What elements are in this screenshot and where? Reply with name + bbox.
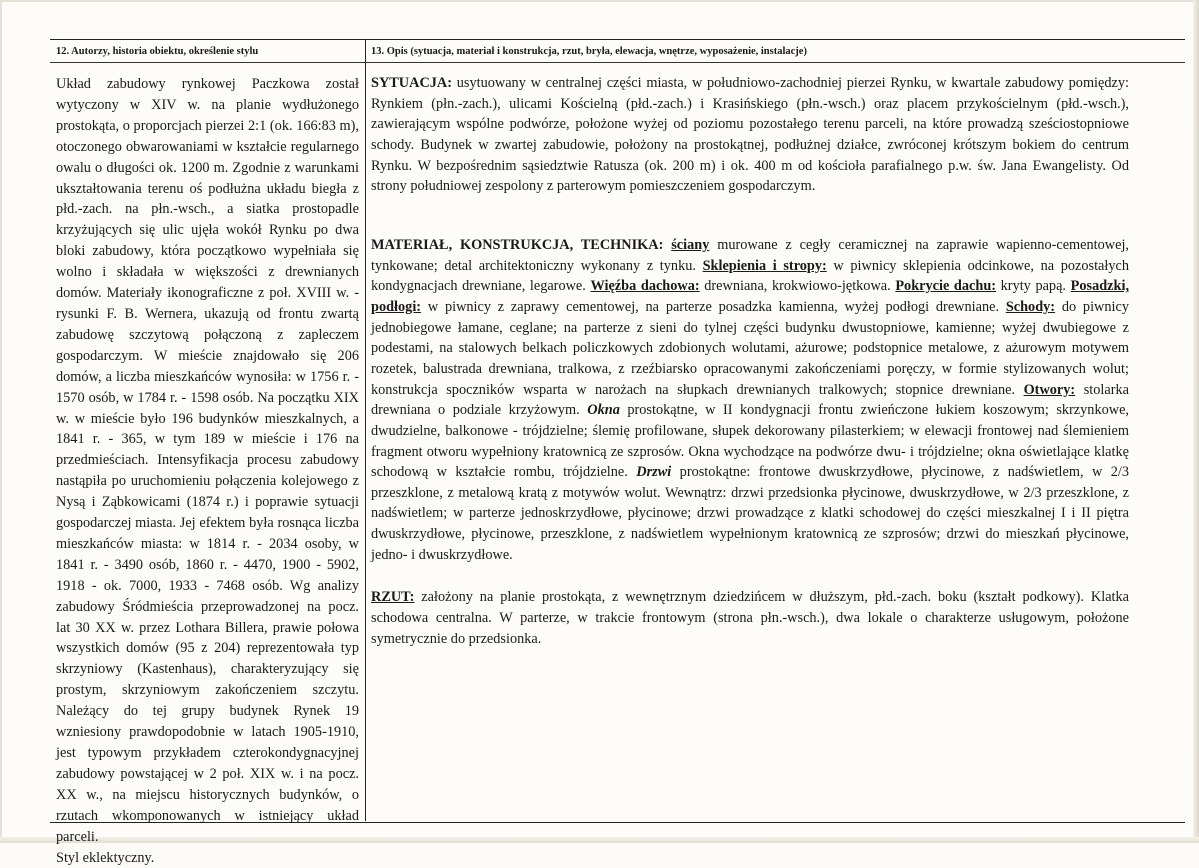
roofing-label: Pokrycie dachu: <box>895 278 997 295</box>
history-paragraph: Układ zabudowy rynkowej Paczkowa został wytyczony w XIV w. na planie wydłużonego prostokąta, o proporcjach pierzei 2:1 (ok. 166:83 m), otoczonego obwarowaniami w kształcie regularnego owalu o długości ok. 1200 m. Zgodnie z warunkami ukształtowania terenu oś podłużna układu biegła z płd.-zach. na płn.-wsch., a siatka prostopadle krzyżujących się ulic ujęła wokół Rynku po dwa bloki zabudowy, która początkowo wypełniała się wolno i składała w większości z drewnianych domów. Materiały ikonograficzne z poł. XVIII w. - rysunki F. B. Wernera, ukazują od frontu zwartą zabudowę szczytową połączoną z zapleczem gospodarczym. W mieście znajdowało się 206 domów, a liczba mieszkańców wynosiła: w 1756 r. - 1570 osób, w 1784 r. - 1598 osób. Na początku XIX w. w mieście było 196 budynków mieszkalnych, a 1841 r. - 365, w tym 189 w mieście i 176 na przedmieściach. Intensyfikacja procesu zabudowy nastąpiła po uruchomieniu połączenia kolejowego z Nysą i Ząbkowicami (1874 r.) i poprawie sytuacji gospodarczej miasta. Jej efektem była rosnąca liczba mieszkańców miasta: w 1814 r. - 2034 osoby, w 1841 r. - 3490 osób, 1860 r. - 4470, 1900 - 5902, 1918 - ok. 7000, 1933 - 7468 osób. Wg analizy zabudowy Śródmieścia przeprowadzonej na pocz. lat 30 XX w. przez Lothara Billera, prawie połowa wszystkich domów (95 z 204) reprezentowała typ skrzyniowy (Kastenhaus), charakteryzujący się prostym, skrzyniowym zakończeniem szczytu. Należący do tej grupy budynek Rynek 19 wzniesiony prawdopodobnie w latach 1905-1910, jest typowym przykładem czterokondygnacyjnej zabudowy powstającej w 2 poł. XIX w. i na pocz. XX w., na miejscu historycznych budynków, o rzutach wkomponowanych w istniejący układ parceli. <box>56 76 359 845</box>
doors-label: Drzwi <box>636 464 672 481</box>
rzut-text: założony na planie prostokąta, z wewnętrznym dziedzińcem w dłuższym, płd.-zach. boku (kształt podkowy). Klatka schodowa centralna. W parterze, w trakcie frontowym (strona płn.-wsch.), dwa lokale o charakterze usługowym, położone symetrycznie do przedsionka. <box>371 589 1129 647</box>
openings-label: Otwory: <box>1023 381 1076 398</box>
walls-text: murowane z cegły ceramicznej na zaprawie wapienno-cementowej, tynkowane; detal architektoniczny wykonany z tynku. <box>371 236 1129 274</box>
walls-label: ściany <box>671 236 710 253</box>
rzut-label: RZUT: <box>371 589 415 606</box>
material-label: MATERIAŁ, KONSTRUKCJA, TECHNIKA: <box>371 236 664 253</box>
floors-label: Posadzki, podłogi: <box>371 278 1130 315</box>
vaults-label: Sklepienia i stropy: <box>702 257 827 274</box>
stairs-label: Schody: <box>1005 298 1056 315</box>
openings-text: stolarka drewniana o podziale krzyżowym. <box>371 381 1129 419</box>
windows-text: prostokątne, w II kondygnacji frontu zwieńczone łukiem koszowym; skrzynkowe, dwudzielne, balkonowe - trójdzielne; ślemię profilowane, słupek dekorowany pilasterkiem; w elewacji frontowej nad ślemieniem fragment otworu wypełniony kratownicą ze szprosów. Okna wychodzące na podwórze dwu- i trójdzielne; okna oświetlające klatkę schodową w kształcie rombu, trójdzielne. <box>371 402 1129 481</box>
floors-text: w piwnicy z zaprawy cementowej, na parterze posadzka kamienna, wyżej podłogi drewniane. <box>421 298 1006 315</box>
sytuacja-label: SYTUACJA: <box>371 75 453 91</box>
roof-truss-text: drewniana, krokwiowo-jętkowa. <box>699 278 896 295</box>
vaults-text: w piwnicy sklepienia odcinkowe, na pozostałych kondygnacjach drewniane, legarowe. <box>371 257 1129 295</box>
section-rzut <box>371 587 1129 649</box>
column-header-authors-history: 12. Autorzy, historia obiektu, określenie stylu <box>56 46 259 57</box>
history-column <box>56 74 359 868</box>
style-statement: Styl eklektyczny. <box>56 849 155 866</box>
section-sytuacja <box>371 73 1129 197</box>
description-column <box>371 73 1129 649</box>
header-rule-left <box>50 62 365 63</box>
column-divider <box>365 39 366 821</box>
section-material <box>371 235 1129 566</box>
roof-truss-label: Więźba dachowa: <box>590 278 700 295</box>
page-edge-right <box>1193 0 1199 843</box>
column-header-description: 13. Opis (sytuacja, materiał i konstrukcja, rzut, bryła, elewacja, wnętrze, wyposażenie, instalacje) <box>371 46 807 57</box>
windows-label: Okna <box>587 402 620 419</box>
sytuacja-text: usytuowany w centralnej części miasta, w południowo-zachodniej pierzei Rynku, w kwartale zabudowy pomiędzy: Rynkiem (płn.-zach.), ulicami Kościelną (płd.-zach.) i Krasińskiego (płn.-wsch.) oraz placem przykościelnym (płd.-wsch.), zawierającym wspólne podwórze, położone wyżej od poziomu pozostałego terenu parceli, na które prowadzą sześciostopniowe schody. Budynek w zwartej zabudowie, położony na prostokątnej, podłużnej działce, zwróconej krótszym bokiem do centrum Rynku. W bezpośrednim sąsiedztwie Ratusza (ok. 200 m) i ok. 400 m od kościoła parafialnego p.w. św. Jana Ewangelisty. Od strony południowej zespolony z parterowym pomieszczeniem gospodarczym. <box>371 75 1129 195</box>
roofing-text: kryty papą. <box>996 278 1071 295</box>
stairs-text: do piwnicy jednobiegowe łamane, ceglane; na parterze z sieni do tylnej części budynku dwustopniowe, kamienne; wyżej dwubiegowe z podestami, na stalowych belkach policzkowych zdobionych wolutami, ażurowe; podstopnice metalowe, z ażurowym motywem rozetek, balustrada drewniana, tralkowa, z rzeźbiarsko opracowanymi zakończeniami poręczy, w formie stylizowanych wolut; konstrukcja spoczników wsparta w narożach na słupkach drewnianych tralkowych; stopnice drewniane. <box>371 298 1129 398</box>
header-rule-right <box>365 62 1185 63</box>
doors-text: prostokątne: frontowe dwuskrzydłowe, płycinowe, z nadświetlem, w 2/3 przeszklone, z metalową kratą z motywów wolut. Wewnątrz: drzwi przedsionka płycinowe, dwuskrzydłowe, w 2/3 przeszklone, z nadświetlem; w parterze jednoskrzydłowe, płycinowe; drzwi prowadzące z klatki schodowej do części mieszkalnej I i II piętra dwuskrzydłowe, płycinowe, przeszklone, z nadświetlem wypełnionym kratownicą ze szprosów; drzwi do mieszkań płycinowe, jedno- i dwuskrzydłowe. <box>371 464 1129 563</box>
